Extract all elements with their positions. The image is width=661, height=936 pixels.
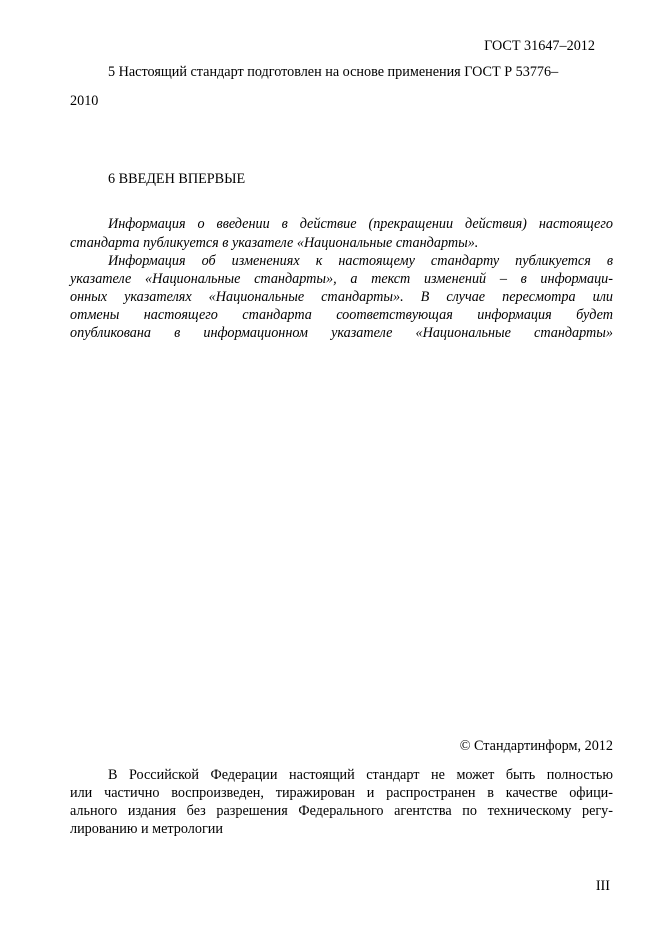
info-p2-line5: опубликована в информационном указателе «Национальные стандарты»	[70, 325, 613, 341]
item5-line1: 5 Настоящий стандарт подготовлен на основе применения ГОСТ Р 53776–	[108, 64, 559, 80]
standard-code-header: ГОСТ 31647–2012	[484, 38, 595, 54]
rights-line2: или частично воспроизведен, тиражирован и распространен в качестве офици-	[70, 785, 613, 801]
info-p2-line2: указателе «Национальные стандарты», а текст изменений – в информаци-	[70, 271, 613, 287]
item5-line2: 2010	[70, 93, 99, 109]
copyright-line: © Стандартинформ, 2012	[459, 738, 613, 754]
rights-line4: лированию и метрологии	[70, 821, 223, 837]
info-p2-line1: Информация об изменениях к настоящему стандарту публикуется в	[108, 253, 613, 269]
info-p1-line2: стандарта публикуется в указателе «Национальные стандарты».	[70, 235, 479, 251]
info-p2-line3: онных указателях «Национальные стандарты». В случае пересмотра или	[70, 289, 613, 305]
info-p2-line4: отмены настоящего стандарта соответствующая информация будет	[70, 307, 613, 323]
rights-line3: ального издания без разрешения Федерального агентства по техническому регу-	[70, 803, 613, 819]
rights-line1: В Российской Федерации настоящий стандарт не может быть полностью	[108, 767, 613, 783]
info-p1-line1: Информация о введении в действие (прекращении действия) настоящего	[108, 216, 613, 232]
page-number: III	[595, 878, 610, 894]
item6-heading: 6 ВВЕДЕН ВПЕРВЫЕ	[108, 171, 246, 187]
